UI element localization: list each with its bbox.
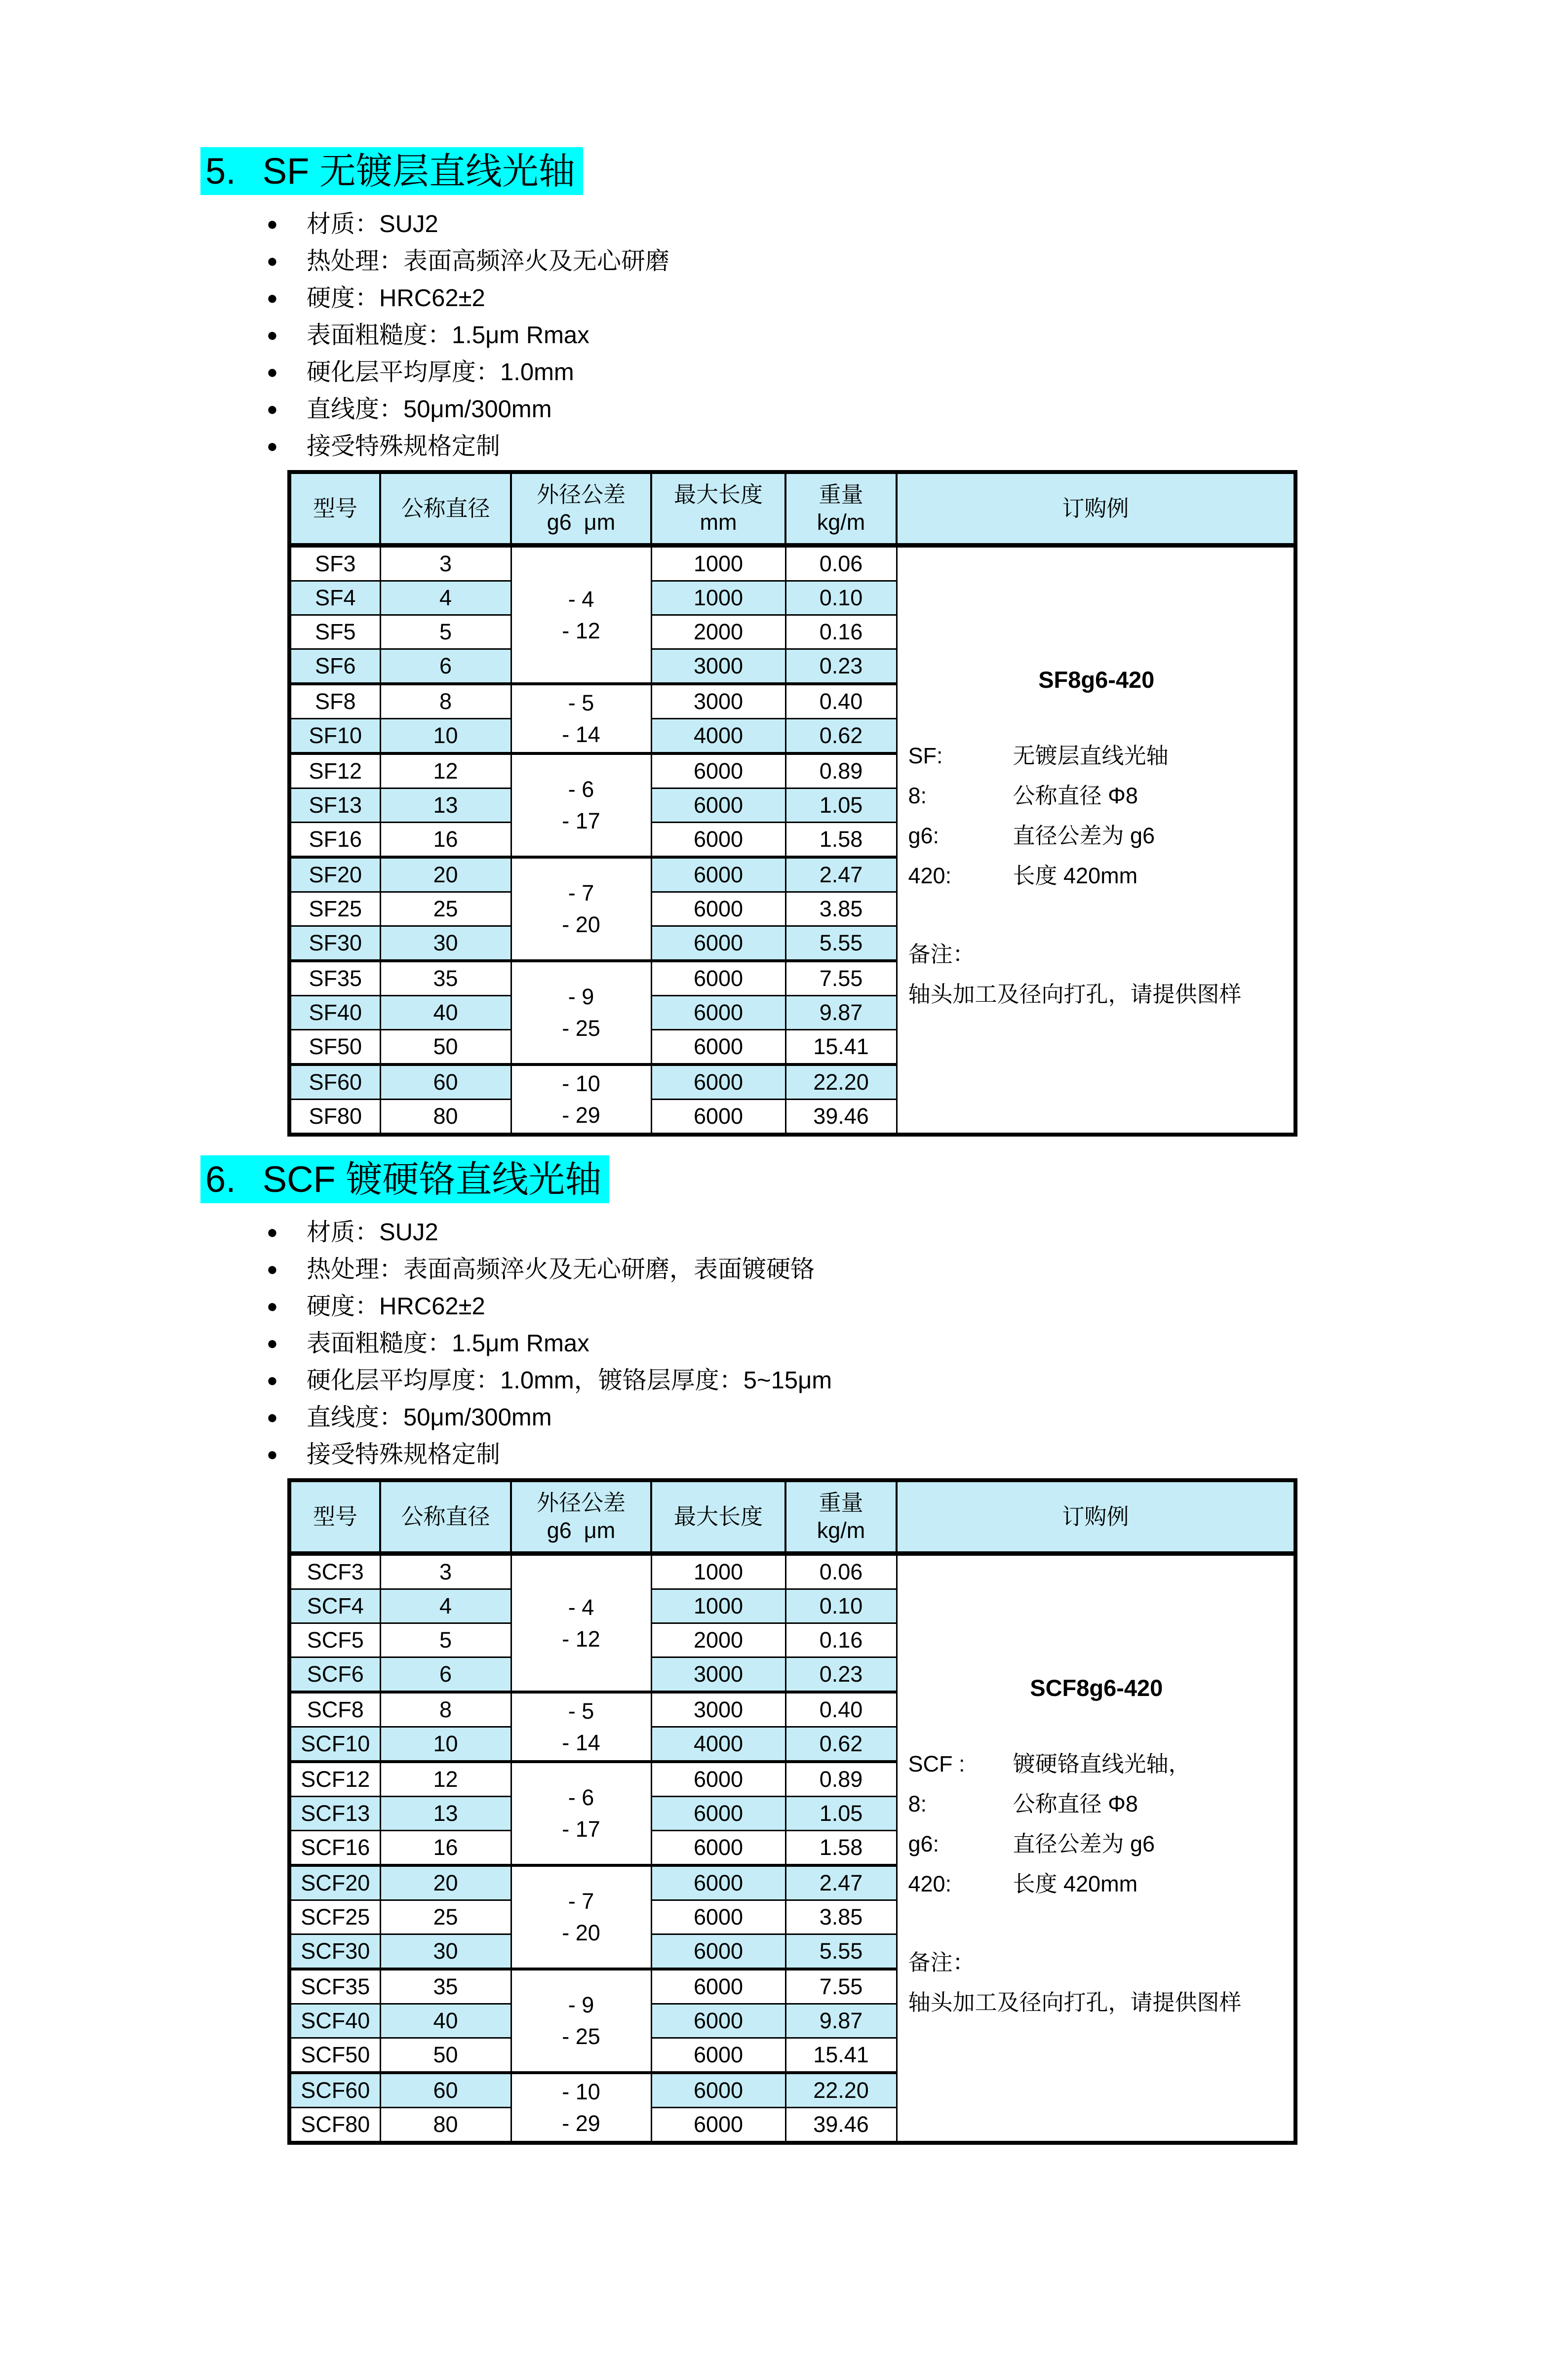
model-cell: SF3 — [289, 546, 380, 581]
spec-item — [267, 1399, 1568, 1436]
order-example-line — [908, 1824, 1285, 1864]
spec-text: 表面粗糙度：1.5μm Rmax — [306, 322, 589, 349]
weight-cell: 3.85 — [785, 892, 897, 926]
model-cell: SCF12 — [289, 1762, 380, 1797]
tolerance-cell: - 7 - 20 — [511, 857, 651, 961]
diameter-cell: 25 — [380, 1900, 511, 1934]
header-order-example: 订购例 — [897, 1480, 1295, 1554]
spec-list — [267, 1214, 1568, 1473]
tolerance-cell: - 9 - 25 — [511, 961, 651, 1064]
weight-cell: 0.10 — [785, 581, 897, 615]
length-cell: 6000 — [651, 892, 785, 926]
order-example-line — [908, 1744, 1285, 1784]
model-cell: SCF6 — [289, 1657, 380, 1693]
tolerance-cell: - 5 - 14 — [511, 684, 651, 753]
spec-text: 硬化层平均厚度：1.0mm — [306, 359, 574, 386]
spec-item — [267, 317, 1568, 354]
order-example-line-label: g6: — [908, 1831, 940, 1856]
section-heading — [200, 147, 1568, 195]
note-label: 备注： — [908, 1950, 975, 1975]
length-cell: 3000 — [651, 1692, 785, 1727]
model-cell: SF35 — [289, 961, 380, 996]
length-cell: 6000 — [651, 1969, 785, 2004]
length-cell: 6000 — [651, 1797, 785, 1831]
length-cell: 6000 — [651, 2073, 785, 2108]
bullet-icon: ● — [267, 1407, 278, 1428]
diameter-cell: 5 — [380, 1623, 511, 1657]
diameter-cell: 60 — [380, 1064, 511, 1100]
diameter-cell: 4 — [380, 1589, 511, 1623]
model-cell: SCF13 — [289, 1797, 380, 1831]
length-cell: 4000 — [651, 719, 785, 754]
length-cell: 6000 — [651, 996, 785, 1030]
diameter-cell: 5 — [380, 615, 511, 649]
diameter-cell: 13 — [380, 1797, 511, 1831]
order-example-title: SCF8g6-420 — [1030, 1675, 1163, 1701]
length-cell: 6000 — [651, 753, 785, 788]
spec-text: 热处理：表面高频淬火及无心研磨，表面镀硬铬 — [306, 1256, 815, 1283]
diameter-cell: 20 — [380, 857, 511, 892]
model-cell: SCF25 — [289, 1900, 380, 1934]
weight-cell: 1.58 — [785, 1831, 897, 1866]
diameter-cell: 6 — [380, 649, 511, 684]
tolerance-cell: - 5 - 14 — [511, 1692, 651, 1762]
diameter-cell: 8 — [380, 684, 511, 719]
length-cell: 6000 — [651, 1100, 785, 1135]
length-cell: 6000 — [651, 788, 785, 823]
spec-item — [267, 1436, 1568, 1473]
tolerance-cell: - 9 - 25 — [511, 1969, 651, 2073]
model-cell: SCF40 — [289, 2004, 380, 2038]
length-cell: 6000 — [651, 1900, 785, 1934]
weight-cell: 15.41 — [785, 2038, 897, 2073]
order-example-cell — [897, 1554, 1295, 2143]
header-weight: 重量 kg/m — [785, 472, 897, 546]
diameter-cell: 3 — [380, 1554, 511, 1589]
tolerance-cell: - 6 - 17 — [511, 1762, 651, 1865]
diameter-cell: 20 — [380, 1865, 511, 1900]
model-cell: SCF50 — [289, 2038, 380, 2073]
spec-text: 硬度：HRC62±2 — [306, 285, 485, 312]
header-order-example: 订购例 — [897, 472, 1295, 546]
diameter-cell: 80 — [380, 1100, 511, 1135]
length-cell: 1000 — [651, 546, 785, 581]
scf-spec-table — [287, 1478, 1297, 2145]
bullet-icon: ● — [267, 288, 278, 309]
model-cell: SCF35 — [289, 1969, 380, 2004]
order-example-line — [908, 736, 1285, 776]
model-cell: SF30 — [289, 926, 380, 961]
bullet-icon: ● — [267, 1259, 278, 1280]
model-cell: SF13 — [289, 788, 380, 823]
diameter-cell: 13 — [380, 788, 511, 823]
order-example-line-text: 公称直径 Φ8 — [1013, 783, 1138, 808]
spec-text: 硬度：HRC62±2 — [306, 1293, 485, 1320]
weight-cell: 0.89 — [785, 753, 897, 788]
diameter-cell: 25 — [380, 892, 511, 926]
spec-item — [267, 1251, 1568, 1288]
bullet-icon: ● — [267, 436, 278, 457]
weight-cell: 0.40 — [785, 684, 897, 719]
header-max-length: 最大长度 mm — [651, 472, 785, 546]
header-diameter: 公称直径 — [380, 472, 511, 546]
length-cell: 6000 — [651, 823, 785, 858]
model-cell: SF6 — [289, 649, 380, 684]
note-label: 备注： — [908, 942, 975, 967]
diameter-cell: 40 — [380, 2004, 511, 2038]
spec-list — [267, 206, 1568, 465]
weight-cell: 0.62 — [785, 719, 897, 754]
length-cell: 3000 — [651, 684, 785, 719]
tolerance-cell: - 7 - 20 — [511, 1865, 651, 1969]
weight-cell: 5.55 — [785, 1934, 897, 1970]
spec-text: 接受特殊规格定制 — [306, 433, 500, 460]
spec-item — [267, 1325, 1568, 1362]
weight-cell: 0.23 — [785, 1657, 897, 1693]
sf-spec-table — [287, 470, 1297, 1137]
section-title: SF 无镀层直线光轴 — [262, 151, 575, 192]
bullet-icon: ● — [267, 1444, 278, 1465]
weight-cell: 1.05 — [785, 788, 897, 823]
header-tolerance: 外径公差 g6 μm — [511, 1480, 651, 1554]
weight-cell: 0.16 — [785, 1623, 897, 1657]
table-header-row — [289, 472, 1295, 546]
model-cell: SF4 — [289, 581, 380, 615]
bullet-icon: ● — [267, 1222, 278, 1243]
tolerance-cell: - 4 - 12 — [511, 1554, 651, 1693]
header-model: 型号 — [289, 472, 380, 546]
diameter-cell: 16 — [380, 823, 511, 858]
header-model: 型号 — [289, 1480, 380, 1554]
model-cell: SCF3 — [289, 1554, 380, 1589]
order-example-line-label: 420: — [908, 863, 952, 888]
section-heading-highlight — [200, 1155, 609, 1203]
diameter-cell: 80 — [380, 2108, 511, 2143]
diameter-cell: 12 — [380, 1762, 511, 1797]
header-tolerance: 外径公差 g6 μm — [511, 472, 651, 546]
header-max-length: 最大长度 — [651, 1480, 785, 1554]
spec-item — [267, 243, 1568, 280]
tolerance-cell: - 6 - 17 — [511, 753, 651, 857]
spec-text: 硬化层平均厚度：1.0mm，镀铬层厚度：5~15μm — [306, 1367, 832, 1394]
spec-item — [267, 428, 1568, 465]
weight-cell: 2.47 — [785, 857, 897, 892]
spec-text: 材质：SUJ2 — [306, 1219, 438, 1246]
order-example-line — [908, 816, 1285, 856]
order-example-line-text: 长度 420mm — [1013, 1871, 1138, 1896]
table-header-row — [289, 1480, 1295, 1554]
spec-text: 热处理：表面高频淬火及无心研磨 — [306, 248, 669, 275]
spec-item — [267, 280, 1568, 317]
weight-cell: 9.87 — [785, 2004, 897, 2038]
spec-text: 直线度：50μm/300mm — [306, 1404, 552, 1431]
order-example-line-label: g6: — [908, 823, 940, 848]
model-cell: SF16 — [289, 823, 380, 858]
header-weight: 重量 kg/m — [785, 1480, 897, 1554]
length-cell: 4000 — [651, 1727, 785, 1762]
model-cell: SF50 — [289, 1030, 380, 1065]
spec-text: 直线度：50μm/300mm — [306, 396, 552, 423]
spec-item — [267, 391, 1568, 428]
weight-cell: 9.87 — [785, 996, 897, 1030]
bullet-icon: ● — [267, 1370, 278, 1391]
length-cell: 6000 — [651, 2108, 785, 2143]
weight-cell: 0.10 — [785, 1589, 897, 1623]
bullet-icon: ● — [267, 1333, 278, 1354]
weight-cell: 0.16 — [785, 615, 897, 649]
section-heading-highlight — [200, 147, 583, 195]
model-cell: SCF80 — [289, 2108, 380, 2143]
diameter-cell: 10 — [380, 1727, 511, 1762]
weight-cell: 0.62 — [785, 1727, 897, 1762]
length-cell: 3000 — [651, 1657, 785, 1693]
weight-cell: 0.40 — [785, 1692, 897, 1727]
model-cell: SCF30 — [289, 1934, 380, 1970]
model-cell: SCF10 — [289, 1727, 380, 1762]
length-cell: 6000 — [651, 1064, 785, 1100]
order-example-line-text: 镀硬铬直线光轴， — [1013, 1751, 1191, 1776]
spec-text: 接受特殊规格定制 — [306, 1441, 500, 1468]
length-cell: 6000 — [651, 1030, 785, 1065]
order-example-line — [908, 856, 1285, 896]
header-diameter: 公称直径 — [380, 1480, 511, 1554]
model-cell: SF25 — [289, 892, 380, 926]
bullet-icon: ● — [267, 251, 278, 272]
bullet-icon: ● — [267, 1296, 278, 1317]
length-cell: 3000 — [651, 649, 785, 684]
note-text: 轴头加工及径向打孔，请提供图样 — [908, 1990, 1242, 2015]
model-cell: SF8 — [289, 684, 380, 719]
model-cell: SCF60 — [289, 2073, 380, 2108]
weight-cell: 2.47 — [785, 1865, 897, 1900]
length-cell: 6000 — [651, 1831, 785, 1866]
diameter-cell: 30 — [380, 926, 511, 961]
order-example-line — [908, 1864, 1285, 1904]
length-cell: 6000 — [651, 2038, 785, 2073]
weight-cell: 0.06 — [785, 546, 897, 581]
order-example-line-text: 无镀层直线光轴 — [1013, 743, 1169, 768]
weight-cell: 0.06 — [785, 1554, 897, 1589]
length-cell: 2000 — [651, 1623, 785, 1657]
model-cell: SF10 — [289, 719, 380, 754]
model-cell: SF20 — [289, 857, 380, 892]
weight-cell: 7.55 — [785, 1969, 897, 2004]
section-number: 6. — [205, 1159, 236, 1200]
weight-cell: 0.89 — [785, 1762, 897, 1797]
page — [0, 147, 1568, 2145]
order-example-line-label: SF: — [908, 743, 943, 768]
spec-item — [267, 1362, 1568, 1399]
weight-cell: 22.20 — [785, 1064, 897, 1100]
diameter-cell: 50 — [380, 1030, 511, 1065]
length-cell: 1000 — [651, 581, 785, 615]
spec-item — [267, 354, 1568, 391]
weight-cell: 22.20 — [785, 2073, 897, 2108]
model-cell: SCF8 — [289, 1692, 380, 1727]
weight-cell: 15.41 — [785, 1030, 897, 1065]
length-cell: 6000 — [651, 926, 785, 961]
tolerance-cell: - 10 - 29 — [511, 2073, 651, 2143]
spec-text: 材质：SUJ2 — [306, 211, 438, 237]
spec-item — [267, 1288, 1568, 1325]
bullet-icon: ● — [267, 362, 278, 383]
length-cell: 6000 — [651, 1865, 785, 1900]
order-example-title: SF8g6-420 — [1038, 667, 1155, 693]
order-example-line-label: SCF : — [908, 1751, 965, 1776]
diameter-cell: 60 — [380, 2073, 511, 2108]
bullet-icon: ● — [267, 214, 278, 235]
spec-item — [267, 206, 1568, 243]
section-title: SCF 镀硬铬直线光轴 — [262, 1159, 602, 1200]
section-heading — [200, 1155, 1568, 1203]
order-example-line-text: 公称直径 Φ8 — [1013, 1791, 1138, 1816]
length-cell: 1000 — [651, 1589, 785, 1623]
order-example-line — [908, 1784, 1285, 1824]
weight-cell: 39.46 — [785, 2108, 897, 2143]
length-cell: 6000 — [651, 961, 785, 996]
order-example-line-text: 直径公差为 g6 — [1013, 823, 1155, 848]
section-scf — [0, 1155, 1568, 2145]
order-example-line-text: 直径公差为 g6 — [1013, 1831, 1155, 1856]
spec-text: 表面粗糙度：1.5μm Rmax — [306, 1330, 589, 1357]
note-text: 轴头加工及径向打孔，请提供图样 — [908, 982, 1242, 1007]
bullet-icon: ● — [267, 399, 278, 420]
order-example-line — [908, 776, 1285, 816]
spec-item — [267, 1214, 1568, 1251]
weight-cell: 39.46 — [785, 1100, 897, 1135]
diameter-cell: 12 — [380, 753, 511, 788]
diameter-cell: 4 — [380, 581, 511, 615]
diameter-cell: 35 — [380, 1969, 511, 2004]
table-body — [289, 546, 1295, 1135]
model-cell: SF12 — [289, 753, 380, 788]
diameter-cell: 8 — [380, 1692, 511, 1727]
section-sf — [0, 147, 1568, 1137]
order-example-line-label: 8: — [908, 1791, 927, 1816]
model-cell: SF40 — [289, 996, 380, 1030]
order-example-cell — [897, 546, 1295, 1135]
weight-cell: 7.55 — [785, 961, 897, 996]
weight-cell: 5.55 — [785, 926, 897, 961]
diameter-cell: 16 — [380, 1831, 511, 1866]
length-cell: 6000 — [651, 2004, 785, 2038]
tolerance-cell: - 4 - 12 — [511, 546, 651, 684]
diameter-cell: 10 — [380, 719, 511, 754]
length-cell: 2000 — [651, 615, 785, 649]
diameter-cell: 30 — [380, 1934, 511, 1970]
tolerance-cell: - 10 - 29 — [511, 1064, 651, 1135]
diameter-cell: 35 — [380, 961, 511, 996]
length-cell: 6000 — [651, 1934, 785, 1970]
length-cell: 6000 — [651, 857, 785, 892]
model-cell: SF80 — [289, 1100, 380, 1135]
section-number: 5. — [205, 151, 236, 192]
length-cell: 1000 — [651, 1554, 785, 1589]
model-cell: SCF4 — [289, 1589, 380, 1623]
weight-cell: 1.58 — [785, 823, 897, 858]
model-cell: SCF20 — [289, 1865, 380, 1900]
order-example-line-label: 8: — [908, 783, 927, 808]
weight-cell: 3.85 — [785, 1900, 897, 1934]
weight-cell: 0.23 — [785, 649, 897, 684]
bullet-icon: ● — [267, 325, 278, 346]
length-cell: 6000 — [651, 1762, 785, 1797]
model-cell: SCF5 — [289, 1623, 380, 1657]
model-cell: SF5 — [289, 615, 380, 649]
diameter-cell: 3 — [380, 546, 511, 581]
diameter-cell: 6 — [380, 1657, 511, 1693]
order-example-line-text: 长度 420mm — [1013, 863, 1138, 888]
table-body — [289, 1554, 1295, 2143]
model-cell: SCF16 — [289, 1831, 380, 1866]
order-example-line-label: 420: — [908, 1871, 952, 1896]
diameter-cell: 50 — [380, 2038, 511, 2073]
weight-cell: 1.05 — [785, 1797, 897, 1831]
diameter-cell: 40 — [380, 996, 511, 1030]
model-cell: SF60 — [289, 1064, 380, 1100]
